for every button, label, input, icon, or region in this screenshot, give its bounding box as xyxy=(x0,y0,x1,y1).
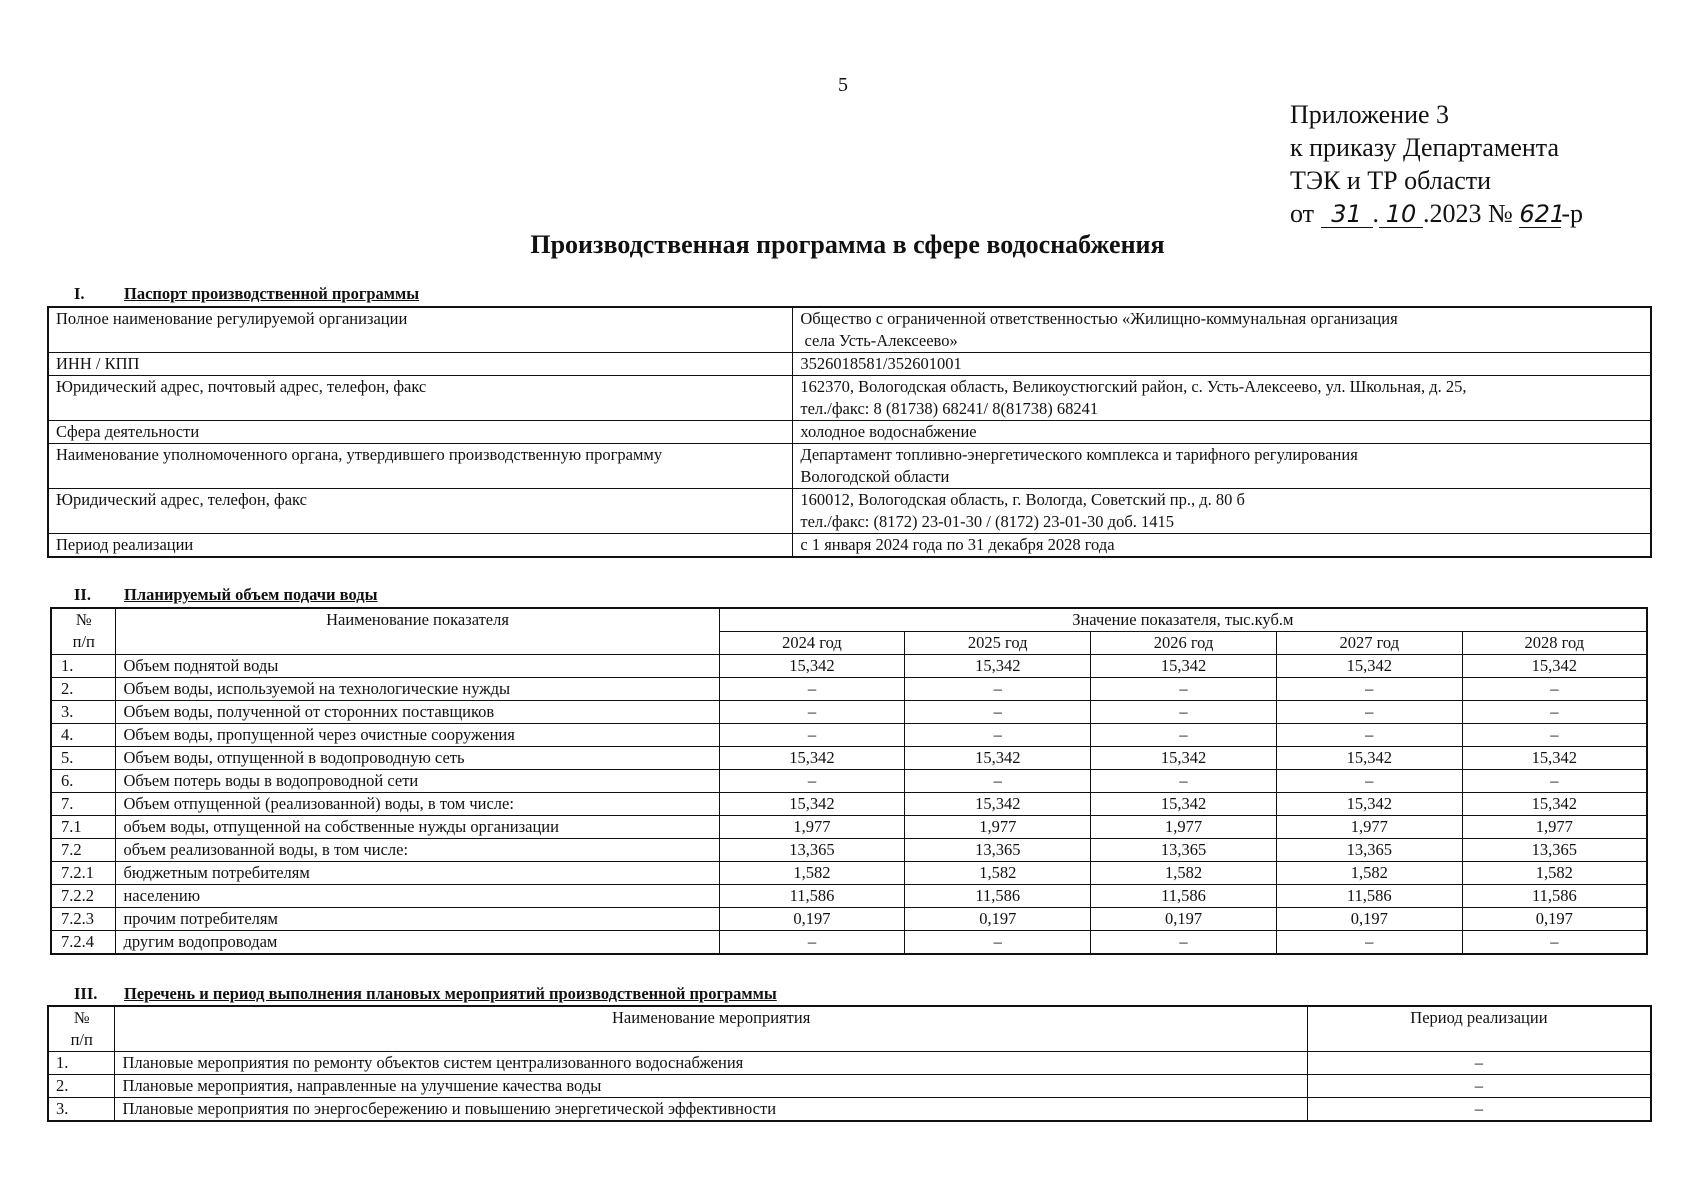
event-name: Плановые мероприятия по ремонту объектов систем централизованного водоснабжения xyxy=(115,1052,1307,1075)
indicator-value: – xyxy=(719,678,905,701)
passport-label: Юридический адрес, почтовый адрес, телефон, факс xyxy=(48,376,793,421)
indicator-value: 0,197 xyxy=(1276,908,1462,931)
table-row xyxy=(48,1075,1651,1098)
passport-value xyxy=(793,421,1651,444)
indicator-value: – xyxy=(1276,701,1462,724)
indicator-value: 1,582 xyxy=(719,862,905,885)
passport-row xyxy=(48,421,1651,444)
passport-row xyxy=(48,353,1651,376)
indicator-value: 11,586 xyxy=(1462,885,1647,908)
indicator-value: – xyxy=(905,678,1091,701)
passport-label: Период реализации xyxy=(48,534,793,558)
header-indicator-name: Наименование показателя xyxy=(116,608,719,655)
indicator-value: – xyxy=(905,701,1091,724)
passport-value xyxy=(793,489,1651,534)
passport-label: Юридический адрес, телефон, факс xyxy=(48,489,793,534)
indicator-value: 11,586 xyxy=(905,885,1091,908)
indicator-name: объем воды, отпущенной на собственные нужды организации xyxy=(116,816,719,839)
indicator-value: 13,365 xyxy=(1462,839,1647,862)
table-row xyxy=(48,1052,1651,1075)
passport-label: Наименование уполномоченного органа, утвердившего производственную программу xyxy=(48,444,793,489)
indicator-value: 15,342 xyxy=(1091,747,1277,770)
indicator-name: Объем потерь воды в водопроводной сети xyxy=(116,770,719,793)
section-2-title: Планируемый объем подачи воды xyxy=(124,585,378,604)
date-day: 31 xyxy=(1321,201,1373,228)
indicator-name: Объем воды, пропущенной через очистные сооружения xyxy=(116,724,719,747)
indicator-value: 15,342 xyxy=(719,793,905,816)
header-year: 2027 год xyxy=(1276,632,1462,655)
indicator-name: Объем отпущенной (реализованной) воды, в том числе: xyxy=(116,793,719,816)
row-number: 6. xyxy=(51,770,116,793)
indicator-name: Объем воды, полученной от сторонних поставщиков xyxy=(116,701,719,724)
passport-row xyxy=(48,489,1651,534)
passport-label: Сфера деятельности xyxy=(48,421,793,444)
indicator-value: 0,197 xyxy=(905,908,1091,931)
indicator-value: – xyxy=(905,931,1091,955)
indicator-value: – xyxy=(1276,931,1462,955)
passport-value xyxy=(793,353,1651,376)
indicator-value: 15,342 xyxy=(905,793,1091,816)
indicator-value: 0,197 xyxy=(1462,908,1647,931)
date-month: 10 xyxy=(1379,201,1423,228)
indicator-value: – xyxy=(1462,770,1647,793)
indicator-value: – xyxy=(905,770,1091,793)
indicator-value: 13,365 xyxy=(905,839,1091,862)
section-1-title: Паспорт производственной программы xyxy=(124,284,420,303)
header-year: 2028 год xyxy=(1462,632,1647,655)
table-row xyxy=(51,701,1647,724)
row-number: 1. xyxy=(51,655,116,678)
events-header-name: Наименование мероприятия xyxy=(115,1006,1307,1052)
events-header-no xyxy=(48,1006,115,1052)
indicator-value: 15,342 xyxy=(1276,793,1462,816)
appendix-line-3: ТЭК и ТР области xyxy=(1290,166,1492,195)
indicator-value: – xyxy=(1276,770,1462,793)
indicator-value: – xyxy=(719,770,905,793)
indicator-value: 15,342 xyxy=(1091,655,1277,678)
indicator-value: – xyxy=(719,724,905,747)
document-title: Производственная программа в сфере водоснабжения xyxy=(530,230,1165,259)
indicator-name: прочим потребителям xyxy=(116,908,719,931)
row-number: 7.1 xyxy=(51,816,116,839)
section-3-heading xyxy=(74,984,777,1004)
row-number: 7.2.2 xyxy=(51,885,116,908)
header-year: 2025 год xyxy=(905,632,1091,655)
header-year: 2026 год xyxy=(1091,632,1277,655)
passport-value-line-1: 3526018581/352601001 xyxy=(800,354,962,373)
header-no-line-1: № xyxy=(75,610,92,629)
passport-value-line-1: 160012, Вологодская область, г. Вологда, Советский пр., д. 80 б xyxy=(800,490,1245,509)
section-1-number: I. xyxy=(74,284,85,303)
passport-value-line-1: холодное водоснабжение xyxy=(800,422,977,441)
event-period: – xyxy=(1307,1098,1651,1122)
event-period: – xyxy=(1307,1075,1651,1098)
row-number: 7.2.1 xyxy=(51,862,116,885)
events-header-period: Период реализации xyxy=(1307,1006,1651,1052)
indicator-value: 15,342 xyxy=(1276,747,1462,770)
table-row xyxy=(51,908,1647,931)
indicator-value: 1,977 xyxy=(1462,816,1647,839)
row-number: 5. xyxy=(51,747,116,770)
indicator-value: 15,342 xyxy=(719,747,905,770)
section-1-heading xyxy=(74,284,419,304)
indicator-value: – xyxy=(1276,724,1462,747)
row-number: 4. xyxy=(51,724,116,747)
indicator-value: 1,977 xyxy=(1091,816,1277,839)
appendix-block xyxy=(1290,98,1583,230)
indicator-value: 1,582 xyxy=(1462,862,1647,885)
event-number: 1. xyxy=(48,1052,115,1075)
event-number: 2. xyxy=(48,1075,115,1098)
indicator-value: 1,977 xyxy=(719,816,905,839)
indicator-value: – xyxy=(1462,678,1647,701)
indicator-name: Объем поднятой воды xyxy=(116,655,719,678)
event-number: 3. xyxy=(48,1098,115,1122)
indicator-value: – xyxy=(1462,701,1647,724)
indicator-value: 15,342 xyxy=(1462,793,1647,816)
indicator-value: 1,977 xyxy=(905,816,1091,839)
table-row xyxy=(51,655,1647,678)
indicator-value: 0,197 xyxy=(1091,908,1277,931)
indicator-value: – xyxy=(1091,724,1277,747)
indicator-value: – xyxy=(1091,701,1277,724)
section-2-number: II. xyxy=(74,585,91,604)
indicator-value: 15,342 xyxy=(905,655,1091,678)
passport-value-line-1: 162370, Вологодская область, Великоустюгский район, с. Усть-Алексеево, ул. Школьная, д. 25, xyxy=(800,377,1467,396)
table-row xyxy=(51,885,1647,908)
passport-value xyxy=(793,444,1651,489)
indicator-value: 1,977 xyxy=(1276,816,1462,839)
row-number: 7.2.3 xyxy=(51,908,116,931)
water-volume-table xyxy=(50,607,1648,955)
indicator-value: – xyxy=(1276,678,1462,701)
indicator-value: 13,365 xyxy=(1276,839,1462,862)
table-row xyxy=(51,678,1647,701)
indicator-value: 11,586 xyxy=(1091,885,1277,908)
indicator-value: 0,197 xyxy=(719,908,905,931)
indicator-value: 13,365 xyxy=(1091,839,1277,862)
page-number: 5 xyxy=(838,74,848,96)
passport-value-line-1: с 1 января 2024 года по 31 декабря 2028 года xyxy=(800,535,1115,554)
appendix-line-1: Приложение 3 xyxy=(1290,100,1450,129)
event-name: Плановые мероприятия, направленные на улучшение качества воды xyxy=(115,1075,1307,1098)
table-row xyxy=(51,747,1647,770)
indicator-name: Объем воды, отпущенной в водопроводную сеть xyxy=(116,747,719,770)
indicator-value: 15,342 xyxy=(719,655,905,678)
indicator-value: – xyxy=(1091,770,1277,793)
indicator-value: – xyxy=(719,931,905,955)
indicator-value: 15,342 xyxy=(1462,747,1647,770)
appendix-date-line: от 31 . 10 .2023 № 621-р xyxy=(1290,199,1584,228)
date-prefix: от xyxy=(1290,199,1315,228)
indicator-value: 15,342 xyxy=(1276,655,1462,678)
passport-table xyxy=(47,306,1652,558)
indicator-value: 15,342 xyxy=(1462,655,1647,678)
passport-value xyxy=(793,307,1651,353)
row-number: 2. xyxy=(51,678,116,701)
events-header-no-line-2: п/п xyxy=(70,1030,93,1049)
indicator-value: 1,582 xyxy=(905,862,1091,885)
appendix-line-2: к приказу Департамента xyxy=(1290,133,1560,162)
table-row xyxy=(51,839,1647,862)
indicator-value: 15,342 xyxy=(905,747,1091,770)
section-2-heading xyxy=(74,585,378,605)
indicator-value: – xyxy=(1091,678,1277,701)
indicator-value: – xyxy=(1462,724,1647,747)
indicator-name: бюджетным потребителям xyxy=(116,862,719,885)
events-header-no-line-1: № xyxy=(73,1008,90,1027)
table-row xyxy=(51,816,1647,839)
passport-row xyxy=(48,534,1651,558)
table-row xyxy=(51,770,1647,793)
passport-label: ИНН / КПП xyxy=(48,353,793,376)
passport-value xyxy=(793,534,1651,558)
indicator-name: другим водопроводам xyxy=(116,931,719,955)
indicator-value: 11,586 xyxy=(719,885,905,908)
table-row xyxy=(48,1098,1651,1122)
order-suffix: -р xyxy=(1561,199,1584,228)
passport-value-line-2: тел./факс: (8172) 23-01-30 / (8172) 23-01-30 доб. 1415 xyxy=(800,512,1174,531)
passport-row xyxy=(48,307,1651,353)
indicator-value: – xyxy=(1462,931,1647,955)
passport-value-line-1: Общество с ограниченной ответственностью «Жилищно-коммунальная организация xyxy=(800,309,1398,328)
table-row xyxy=(51,931,1647,955)
row-number: 3. xyxy=(51,701,116,724)
indicator-value: 1,582 xyxy=(1276,862,1462,885)
indicator-name: объем реализованной воды, в том числе: xyxy=(116,839,719,862)
events-table xyxy=(47,1005,1652,1122)
header-no xyxy=(51,608,116,655)
passport-value-line-2: тел./факс: 8 (81738) 68241/ 8(81738) 68241 xyxy=(800,399,1099,418)
table-row xyxy=(51,793,1647,816)
indicator-name: населению xyxy=(116,885,719,908)
header-no-line-2: п/п xyxy=(72,632,95,651)
order-number: 621 xyxy=(1519,200,1566,228)
row-number: 7.2.4 xyxy=(51,931,116,955)
passport-value-line-1: Департамент топливно-энергетического комплекса и тарифного регулирования xyxy=(800,445,1358,464)
indicator-value: – xyxy=(1091,931,1277,955)
row-number: 7.2 xyxy=(51,839,116,862)
event-name: Плановые мероприятия по энергосбережению и повышению энергетической эффективности xyxy=(115,1098,1307,1122)
section-3-title: Перечень и период выполнения плановых мероприятий производственной программы xyxy=(124,984,777,1003)
header-year: 2024 год xyxy=(719,632,905,655)
passport-value-line-2: Вологодской области xyxy=(800,467,950,486)
passport-label: Полное наименование регулируемой организации xyxy=(48,307,793,353)
date-year: .2023 № xyxy=(1423,199,1513,228)
indicator-value: – xyxy=(719,701,905,724)
indicator-name: Объем воды, используемой на технологические нужды xyxy=(116,678,719,701)
indicator-value: 1,582 xyxy=(1091,862,1277,885)
table-row xyxy=(51,862,1647,885)
event-period: – xyxy=(1307,1052,1651,1075)
indicator-value: – xyxy=(905,724,1091,747)
passport-value xyxy=(793,376,1651,421)
passport-row xyxy=(48,444,1651,489)
indicator-value: 11,586 xyxy=(1276,885,1462,908)
header-indicator-value: Значение показателя, тыс.куб.м xyxy=(719,608,1647,632)
passport-value-line-2: села Усть-Алексеево» xyxy=(800,331,958,350)
indicator-value: 15,342 xyxy=(1091,793,1277,816)
row-number: 7. xyxy=(51,793,116,816)
indicator-value: 13,365 xyxy=(719,839,905,862)
table-row xyxy=(51,724,1647,747)
section-3-number: III. xyxy=(74,984,98,1003)
passport-row xyxy=(48,376,1651,421)
